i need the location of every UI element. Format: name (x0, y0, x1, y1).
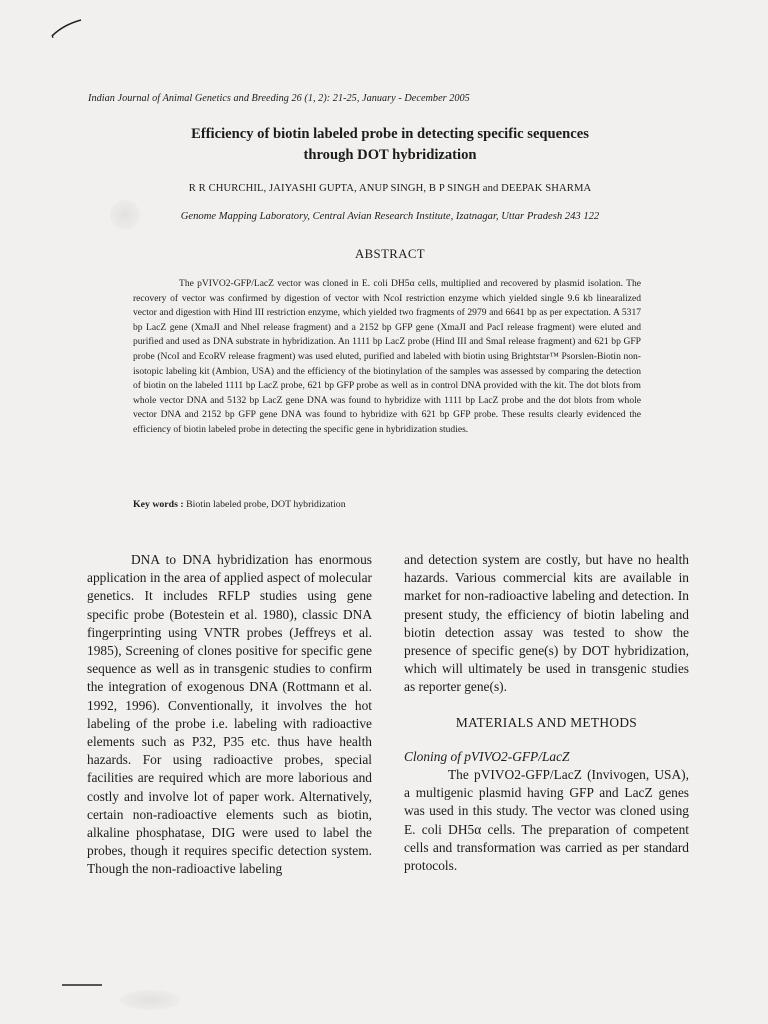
journal-citation: Indian Journal of Animal Genetics and Breeding 26 (1, 2): 21-25, January - December 2005 (88, 93, 470, 104)
author-list: R R CHURCHIL, JAIYASHI GUPTA, ANUP SINGH, B P SINGH and DEEPAK SHARMA (188, 183, 592, 194)
keywords (133, 499, 641, 510)
methods-paragraph: The pVIVO2-GFP/LacZ (Invivogen, USA), a multigenic plasmid having GFP and LacZ genes was used in this study. The vector was cloned using E. coli DH5α cells. The preparation of competent cells and transformation was carried as per standard protocols. (404, 767, 689, 874)
title-line-2: through DOT hybridization (303, 147, 477, 163)
pen-mark-icon (50, 18, 82, 38)
margin-dash-icon (62, 983, 102, 987)
abstract-heading: ABSTRACT (354, 247, 426, 261)
affiliation: Genome Mapping Laboratory, Central Avian Research Institute, Izatnagar, Uttar Pradesh 243 122 (180, 211, 600, 222)
paper-smudge (110, 200, 140, 230)
keywords-label: Key words : (133, 499, 184, 510)
title-line-1: Efficiency of biotin labeled probe in detecting specific sequences (191, 126, 589, 142)
intro-paragraph: DNA to DNA hybridization has enormous application in the area of applied aspect of molecular genetics. It includes RFLP studies using gene specific probe (Botestein et al. 1980), classic DNA fingerprinting using VNTR probes (Jeffreys et al. 1985), Screening of clones positive for specific gene sequence as well as in transgenic studies to confirm the integration of exogenous DNA (Rottmann et al. 1992, 1996). Conventionally, it involves the hot labeling of the probe i.e. labeling with radioactive elements such as P32, P35 etc. thus have health hazards. For using radioactive probes, special facilities are required which are more laborious and costly and involve lot of paper work. Alternatively, certain non-radioactive elements such as biotin, alkaline phosphatase, DIG were used to label the probes, though it requires specific detection system. Though the non-radioactive labeling (87, 552, 372, 877)
paper-title (120, 124, 660, 166)
left-column (87, 551, 372, 879)
methods-heading: MATERIALS AND METHODS (455, 714, 638, 730)
paper-smudge (120, 990, 180, 1010)
intro-paragraph-continued: and detection system are costly, but have no health hazards. Various commercial kits are available in market for non-radioactive labeling and detection. In present study, the efficiency of biotin labeling and biotin detection assay was tested to show the presence of specific gene(s) by DOT hybridization, which will ultimately be used in transgenic studies as reporter gene(s). (404, 552, 689, 695)
abstract-text: The pVIVO2-GFP/LacZ vector was cloned in E. coli DH5α cells, multiplied and recovered by plasmid isolation. The recovery of vector was confirmed by digestion of vector with NcoI restriction enzyme which yielded single 9.6 kb linearalized vector and digestion with Hind III restriction enzyme, which yielded two fragments of 2979 and 6641 bp as per expectation. A 5317 bp LacZ gene (XmaJI and NheI release fragment) and a 2152 bp GFP gene (XmaJI and PacI release fragment) were eluted and purified and used as DNA substrate in hybridization. An 1111 bp LacZ probe (Hind III and SmaI release fragment) and 621 bp GFP probe (NcoI and EcoRV release fragment) was used eluted, purified and labeled with biotin using Brightstar™ Psorslen-Biotin non-isotopic labeling kit (Ambion, USA) and the efficiency of the biotinylation of the samples was assessed by comparing the detection of biotin on the labeled 1111 bp LacZ probe, 621 bp GFP probe as well as in control DNA provided with the kit. The dot blots from whole vector DNA and 5132 bp LacZ gene DNA was found to hybridize with 1111 bp LacZ probe and the dot blots from whole vector DNA and 2152 bp GFP gene DNA was found to hybridize with 621 bp GFP probe. These results clearly evidenced the efficiency of biotin labeled probe in detecting the specific gene in hybridization studies. (133, 278, 641, 435)
right-column (404, 551, 689, 875)
methods-subheading: Cloning of pVIVO2-GFP/LacZ (404, 748, 570, 764)
keywords-text: Biotin labeled probe, DOT hybridization (186, 499, 346, 510)
